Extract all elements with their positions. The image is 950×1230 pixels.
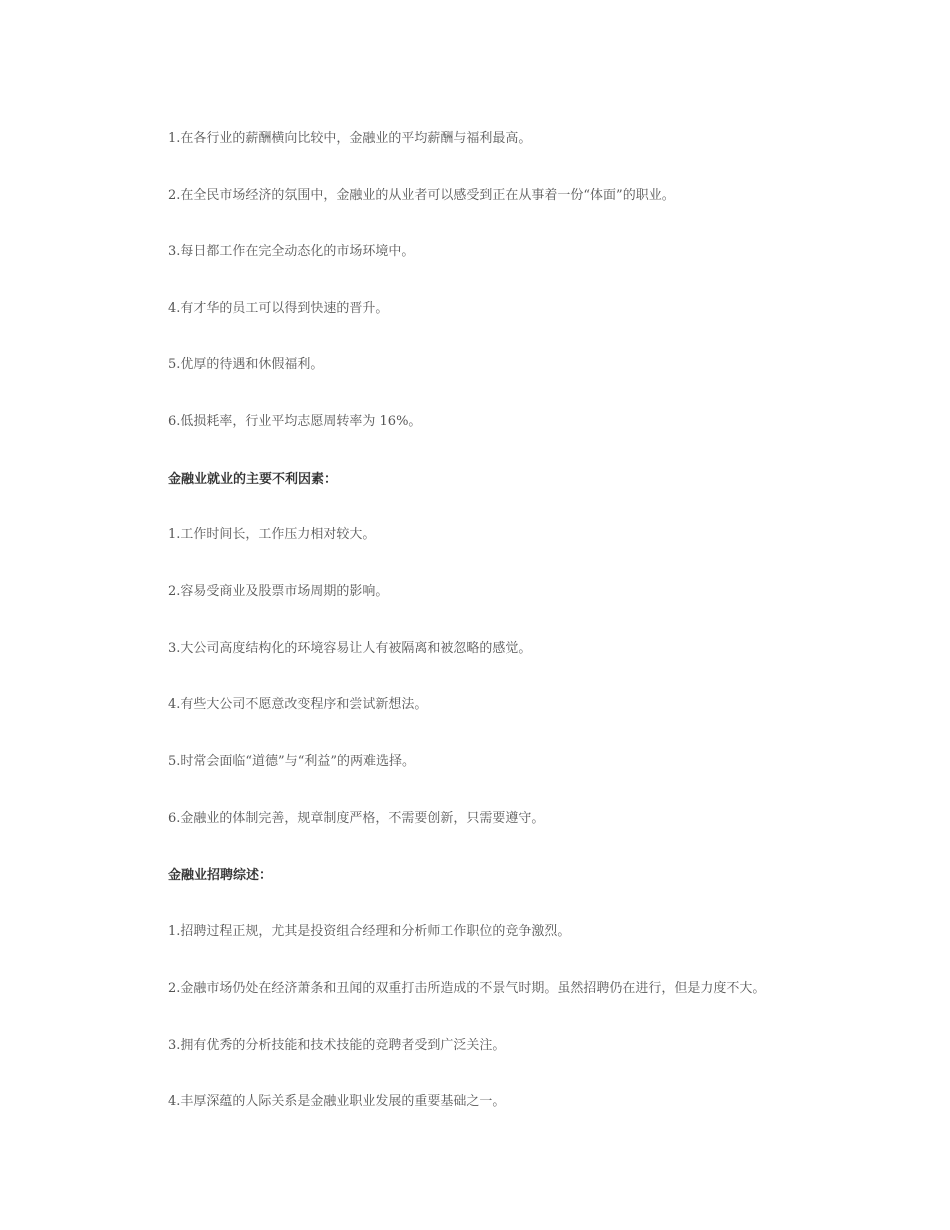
advantage-item-4: 4.有才华的员工可以得到快速的晋升。	[168, 301, 389, 316]
disadvantages-heading: 金融业就业的主要不利因素：	[168, 472, 338, 487]
recruitment-item-2: 2.金融市场仍处在经济萧条和丑闻的双重打击所造成的不景气时期。虽然招聘仍在进行，但是力度不大。	[168, 981, 766, 996]
recruitment-heading: 金融业招聘综述：	[168, 868, 273, 883]
disadvantage-item-1: 1.工作时间长，工作压力相对较大。	[168, 527, 376, 542]
recruitment-item-4: 4.丰厚深蕴的人际关系是金融业职业发展的重要基础之一。	[168, 1094, 506, 1109]
advantage-item-1: 1.在各行业的薪酬横向比较中，金融业的平均薪酬与福利最高。	[168, 131, 532, 146]
disadvantage-item-3: 3.大公司高度结构化的环境容易让人有被隔离和被忽略的感觉。	[168, 641, 532, 656]
advantage-item-2: 2.在全民市场经济的氛围中，金融业的从业者可以感受到正在从事着一份“体面”的职业。	[168, 188, 675, 203]
advantage-item-3: 3.每日都工作在完全动态化的市场环境中。	[168, 244, 415, 259]
disadvantage-item-5: 5.时常会面临“道德”与“利益”的两难选择。	[168, 754, 415, 769]
recruitment-item-1: 1.招聘过程正规，尤其是投资组合经理和分析师工作职位的竞争激烈。	[168, 924, 571, 939]
advantage-item-6: 6.低损耗率，行业平均志愿周转率为 16%。	[168, 414, 422, 429]
disadvantage-item-6: 6.金融业的体制完善，规章制度严格，不需要创新，只需要遵守。	[168, 811, 545, 826]
disadvantage-item-4: 4.有些大公司不愿意改变程序和尝试新想法。	[168, 697, 428, 712]
advantage-item-5: 5.优厚的待遇和休假福利。	[168, 357, 324, 372]
disadvantage-item-2: 2.容易受商业及股票市场周期的影响。	[168, 584, 389, 599]
recruitment-item-3: 3.拥有优秀的分析技能和技术技能的竞聘者受到广泛关注。	[168, 1038, 506, 1053]
